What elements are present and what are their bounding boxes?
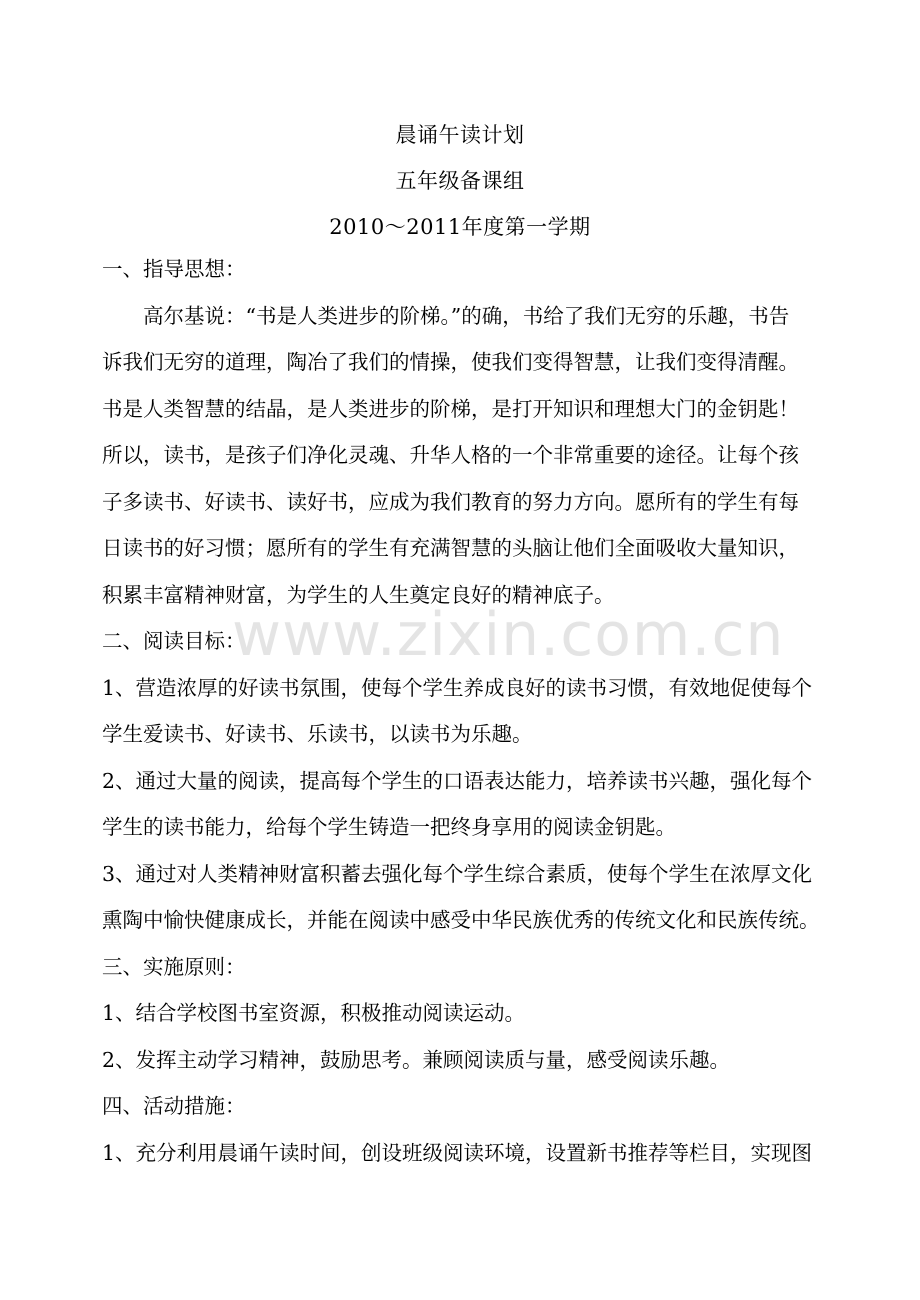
section-heading-measures: 四、活动措施： <box>102 1094 246 1118</box>
section-heading-principles: 三、实施原则： <box>102 954 246 979</box>
section-heading-guiding-thought: 一、指导思想： <box>102 257 246 281</box>
document-body <box>102 246 824 1176</box>
document-term: 2010～2011年度第一学期 <box>329 215 591 239</box>
title-block <box>0 112 920 250</box>
list-item-line: 1、充分利用晨诵午读时间，创设班级阅读环境，设置新书推荐等栏目，实现图 <box>102 1140 813 1165</box>
paragraph-line: 子多读书、好读书、读好书，应成为我们教育的努力方向。愿所有的学生有每 <box>102 489 799 514</box>
list-item-line: 2、发挥主动学习精神，鼓励思考。兼顾阅读质与量，感受阅读乐趣。 <box>102 1047 731 1072</box>
list-item-line: 1、结合学校图书室资源，积极推动阅读运动。 <box>102 1001 526 1025</box>
list-item-line: 熏陶中愉快健康成长，并能在阅读中感受中华民族优秀的传统文化和民族传统。 <box>102 908 820 932</box>
watermark-text: www.zixin.com.cn <box>232 600 785 670</box>
paragraph-line: 高尔基说：“书是人类进步的阶梯。”的确，书给了我们无穷的乐趣，书告 <box>143 303 790 328</box>
paragraph-line: 书是人类智慧的结晶，是人类进步的阶梯，是打开知识和理想大门的金钥匙！ <box>102 396 799 421</box>
document-subtitle: 五年级备课组 <box>395 169 525 193</box>
section-heading-reading-goals: 二、阅读目标： <box>102 629 246 653</box>
list-item-line: 3、通过对人类精神财富积蓄去强化每个学生综合素质，使每个学生在浓厚文化 <box>102 861 813 886</box>
list-item-line: 1、营造浓厚的好读书氛围，使每个学生养成良好的读书习惯，有效地促使每个 <box>102 675 813 700</box>
list-item-line: 2、通过大量的阅读，提高每个学生的口语表达能力，培养读书兴趣，强化每个 <box>102 768 813 793</box>
document-title: 晨诵午读计划 <box>395 123 525 147</box>
paragraph-line: 积累丰富精神财富，为学生的人生奠定良好的精神底子。 <box>102 582 615 607</box>
list-item-line: 学生的读书能力，给每个学生铸造一把终身享用的阅读金钥匙。 <box>102 815 676 839</box>
list-item-line: 学生爱读书、好读书、乐读书，以读书为乐趣。 <box>102 722 533 746</box>
paragraph-line: 诉我们无穷的道理，陶冶了我们的情操，使我们变得智慧，让我们变得清醒。 <box>102 350 799 374</box>
paragraph-line: 日读书的好习惯；愿所有的学生有充满智慧的头脑让他们全面吸收大量知识， <box>102 536 799 560</box>
paragraph-line: 所以，读书，是孩子们净化灵魂、升华人格的一个非常重要的途径。让每个孩 <box>102 443 799 467</box>
